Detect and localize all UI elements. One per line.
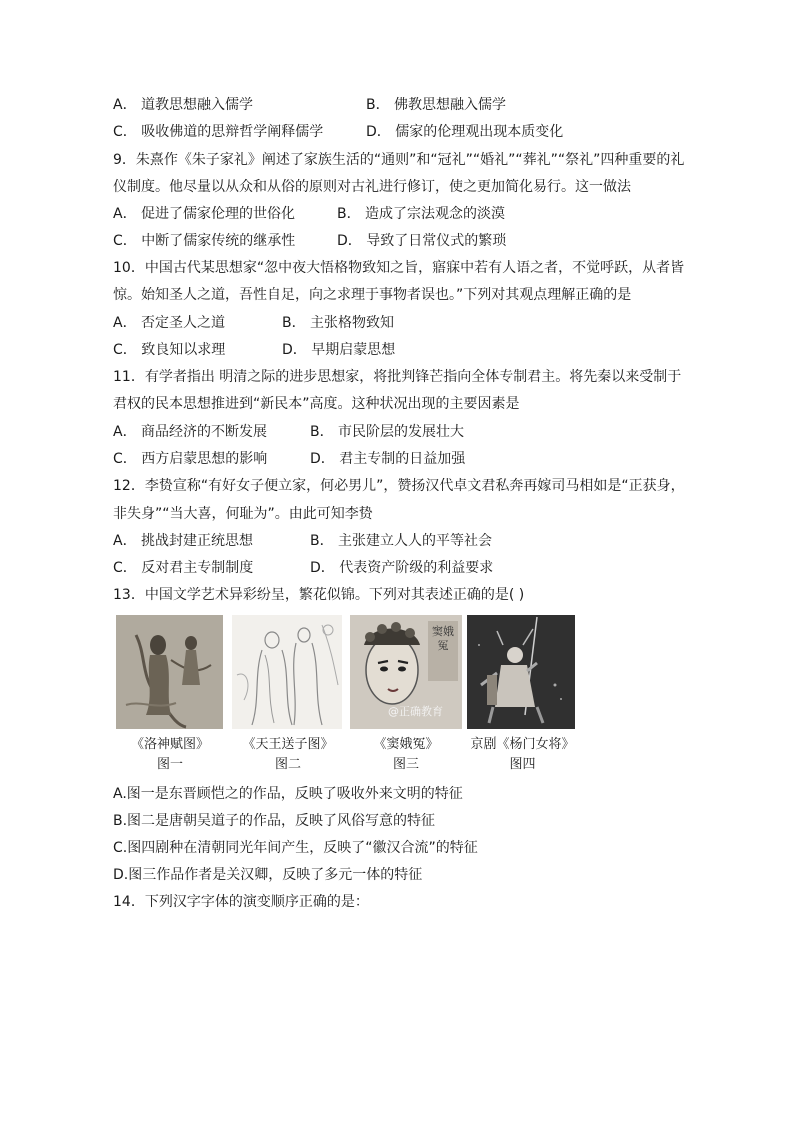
q12-option-c: C． 反对君主专制制度: [113, 560, 254, 576]
q9-stem-line2: 仪制度。他尽量以从众和从俗的原则对古礼进行修订，使之更加简化易行。这一做法: [113, 179, 631, 195]
q13-option-c: C.图四剧种在清朝同光年间产生，反映了“徽汉合流”的特征: [113, 840, 478, 856]
figure-2-tianwang-songzi-painting: [232, 615, 342, 729]
figure-4-yangmen-nvjiang-image: [467, 615, 575, 729]
figure-3-watermark: @正确教育: [388, 705, 443, 718]
figure-3-inset-text: 窦娥冤: [432, 625, 454, 652]
figure-1-title: 《洛神赋图》: [130, 737, 209, 752]
q11-stem-line2: 君权的民本思想推进到“新民本”高度。这种状况出现的主要因素是: [113, 396, 520, 412]
q11-stem-line1: 11．有学者指出 明清之际的进步思想家，将批判锋芒指向全体专制君主。将先秦以来受制于: [113, 369, 682, 385]
figure-4-title: 京剧《杨门女将》: [470, 737, 575, 752]
q13-option-b: B.图二是唐朝吴道子的作品，反映了风俗写意的特征: [113, 813, 436, 829]
figure-3-title: 《窦娥冤》: [373, 737, 439, 752]
figure-1-luoshenfu-painting: [116, 615, 223, 729]
figure-3-dou-e-yuan-image: [350, 615, 462, 729]
q9-option-d: D． 导致了日常仪式的繁琐: [337, 233, 507, 249]
q11-option-d: D． 君主专制的日益加强: [310, 451, 466, 467]
q12-stem-line2: 非失身”“当大喜，何耻为”。由此可知李贽: [113, 506, 373, 522]
q10-stem-line2: 惊。始知圣人之道，吾性自足，向之求理于事物者误也。”下列对其观点理解正确的是: [113, 287, 632, 303]
q12-option-b: B． 主张建立人人的平等社会: [310, 533, 493, 549]
figure-4-label: 图四: [509, 757, 536, 772]
q8-option-a: A． 道教思想融入儒学: [113, 97, 254, 113]
q12-option-d: D． 代表资产阶级的利益要求: [310, 560, 494, 576]
q10-option-a: A． 否定圣人之道: [113, 315, 226, 331]
q11-option-b: B． 市民阶层的发展壮大: [310, 424, 465, 440]
q13-option-a: A.图一是东晋顾恺之的作品，反映了吸收外来文明的特征: [113, 786, 463, 802]
q8-option-c: C． 吸收佛道的思辩哲学阐释儒学: [113, 124, 324, 140]
q9-stem-line1: 9．朱熹作《朱子家礼》阐述了家族生活的“通则”和“冠礼”“婚礼”“葬礼”“祭礼”四种重要的礼: [113, 152, 685, 168]
q12-option-a: A． 挑战封建正统思想: [113, 533, 254, 549]
figure-2-title: 《天王送子图》: [242, 737, 334, 752]
q13-stem: 13．中国文学艺术异彩纷呈，繁花似锦。下列对其表述正确的是( ): [113, 587, 525, 603]
q8-option-d: D． 儒家的伦理观出现本质变化: [366, 124, 564, 140]
q10-option-d: D． 早期启蒙思想: [282, 342, 396, 358]
q9-option-c: C． 中断了儒家传统的继承性: [113, 233, 296, 249]
q12-stem-line1: 12．李贽宣称“有好女子便立家，何必男儿”，赞扬汉代卓文君私奔再嫁司马相如是“正获身，: [113, 478, 685, 494]
figure-2-label: 图二: [274, 757, 301, 772]
q10-option-c: C． 致良知以求理: [113, 342, 226, 358]
q9-option-a: A． 促进了儒家伦理的世俗化: [113, 206, 296, 222]
q11-option-a: A． 商品经济的不断发展: [113, 424, 268, 440]
q10-stem-line1: 10．中国古代某思想家“忽中夜大悟格物致知之旨，寤寐中若有人语之者，不觉呼跃，从者皆: [113, 260, 685, 276]
q8-option-b: B． 佛教思想融入儒学: [366, 97, 507, 113]
q14-stem: 14．下列汉字字体的演变顺序正确的是：: [113, 894, 369, 910]
q13-option-d: D.图三作品作者是关汉卿，反映了多元一体的特征: [113, 867, 423, 883]
q9-option-b: B． 造成了宗法观念的淡漠: [337, 206, 506, 222]
q10-option-b: B． 主张格物致知: [282, 315, 395, 331]
figure-1-label: 图一: [156, 757, 183, 772]
figure-3-label: 图三: [392, 757, 419, 772]
q11-option-c: C． 西方启蒙思想的影响: [113, 451, 268, 467]
